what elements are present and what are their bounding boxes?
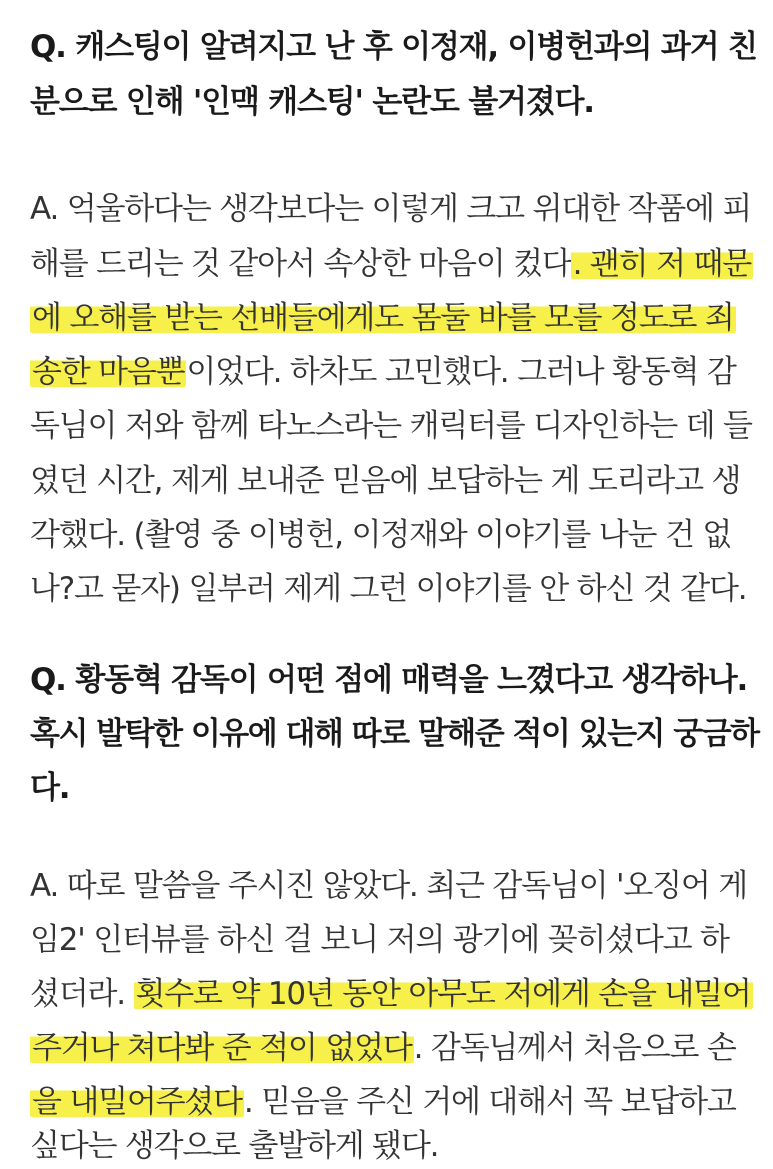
question-2-line-3: 다. [30, 770, 70, 806]
answer-1-line-5: 독님이 저와 함께 타노스라는 캐릭터를 디자인하는 데 들 [30, 408, 752, 444]
question-1-line-2: 분으로 인해 '인맥 캐스팅' 논란도 불거졌다. [30, 84, 594, 120]
answer-2-text: . 믿음을 주신 거에 대해서 꼭 보답하고 [243, 1084, 736, 1120]
question-2-line-1: Q. 황동혁 감독이 어떤 점에 매력을 느꼈다고 생각하나. [30, 662, 748, 698]
answer-1-line-3 [30, 298, 736, 338]
question-2-line-2: 혹시 발탁한 이유에 대해 따로 말해준 적이 있는지 궁금하 [30, 716, 759, 752]
answer-2-text: . 감독님께서 처음으로 손 [413, 1030, 736, 1066]
highlighted-text: 을 내밀어주셨다 [32, 1084, 242, 1120]
answer-2-line-3 [30, 974, 753, 1014]
highlighted-text: 에 오해를 받는 선배들에게도 몸둘 바를 모를 정도로 죄 [32, 300, 734, 336]
answer-2-text: 셨더라. [30, 976, 134, 1012]
answer-2-line-1: A. 따로 말씀을 주시진 않았다. 최근 감독님이 '오징어 게 [30, 868, 747, 904]
answer-2-line-5 [30, 1082, 736, 1122]
answer-1-line-7: 각했다. (촬영 중 이병헌, 이정재와 이야기를 나눈 건 없 [30, 517, 732, 553]
highlighted-text: 주거나 쳐다봐 준 적이 없었다 [32, 1030, 412, 1066]
answer-1-text: 이었다. 하차도 고민했다. 그러나 황동혁 감 [186, 354, 736, 390]
question-1-line-1: Q. 캐스팅이 알려지고 난 후 이정재, 이병헌과의 과거 친 [30, 29, 757, 65]
highlighted-text: . 괜히 저 때문 [572, 246, 751, 282]
answer-2-line-2: 임2' 인터뷰를 하신 걸 보니 저의 광기에 꽂히셨다고 하 [30, 922, 729, 958]
answer-1-line-1: A. 억울하다는 생각보다는 이렇게 크고 위대한 작품에 피 [30, 191, 752, 227]
answer-2-line-4 [30, 1028, 736, 1068]
answer-1-line-6: 였던 시간, 제게 보내준 믿음에 보답하는 게 도리라고 생 [30, 463, 741, 499]
answer-1-text: 해를 드리는 것 같아서 속상한 마음이 컸다 [30, 246, 571, 282]
answer-2-line-6: 싶다는 생각으로 출발하게 됐다. [30, 1128, 439, 1164]
answer-1-line-2 [30, 244, 753, 284]
answer-1-line-4 [30, 352, 736, 392]
highlighted-text: 송한 마음뿐 [32, 354, 185, 390]
highlighted-text: 횟수로 약 10년 동안 아무도 저에게 손을 내밀어 [135, 976, 751, 1012]
answer-1-line-8: 나?고 묻자) 일부러 제게 그런 이야기를 안 하신 것 같다. [30, 571, 747, 607]
